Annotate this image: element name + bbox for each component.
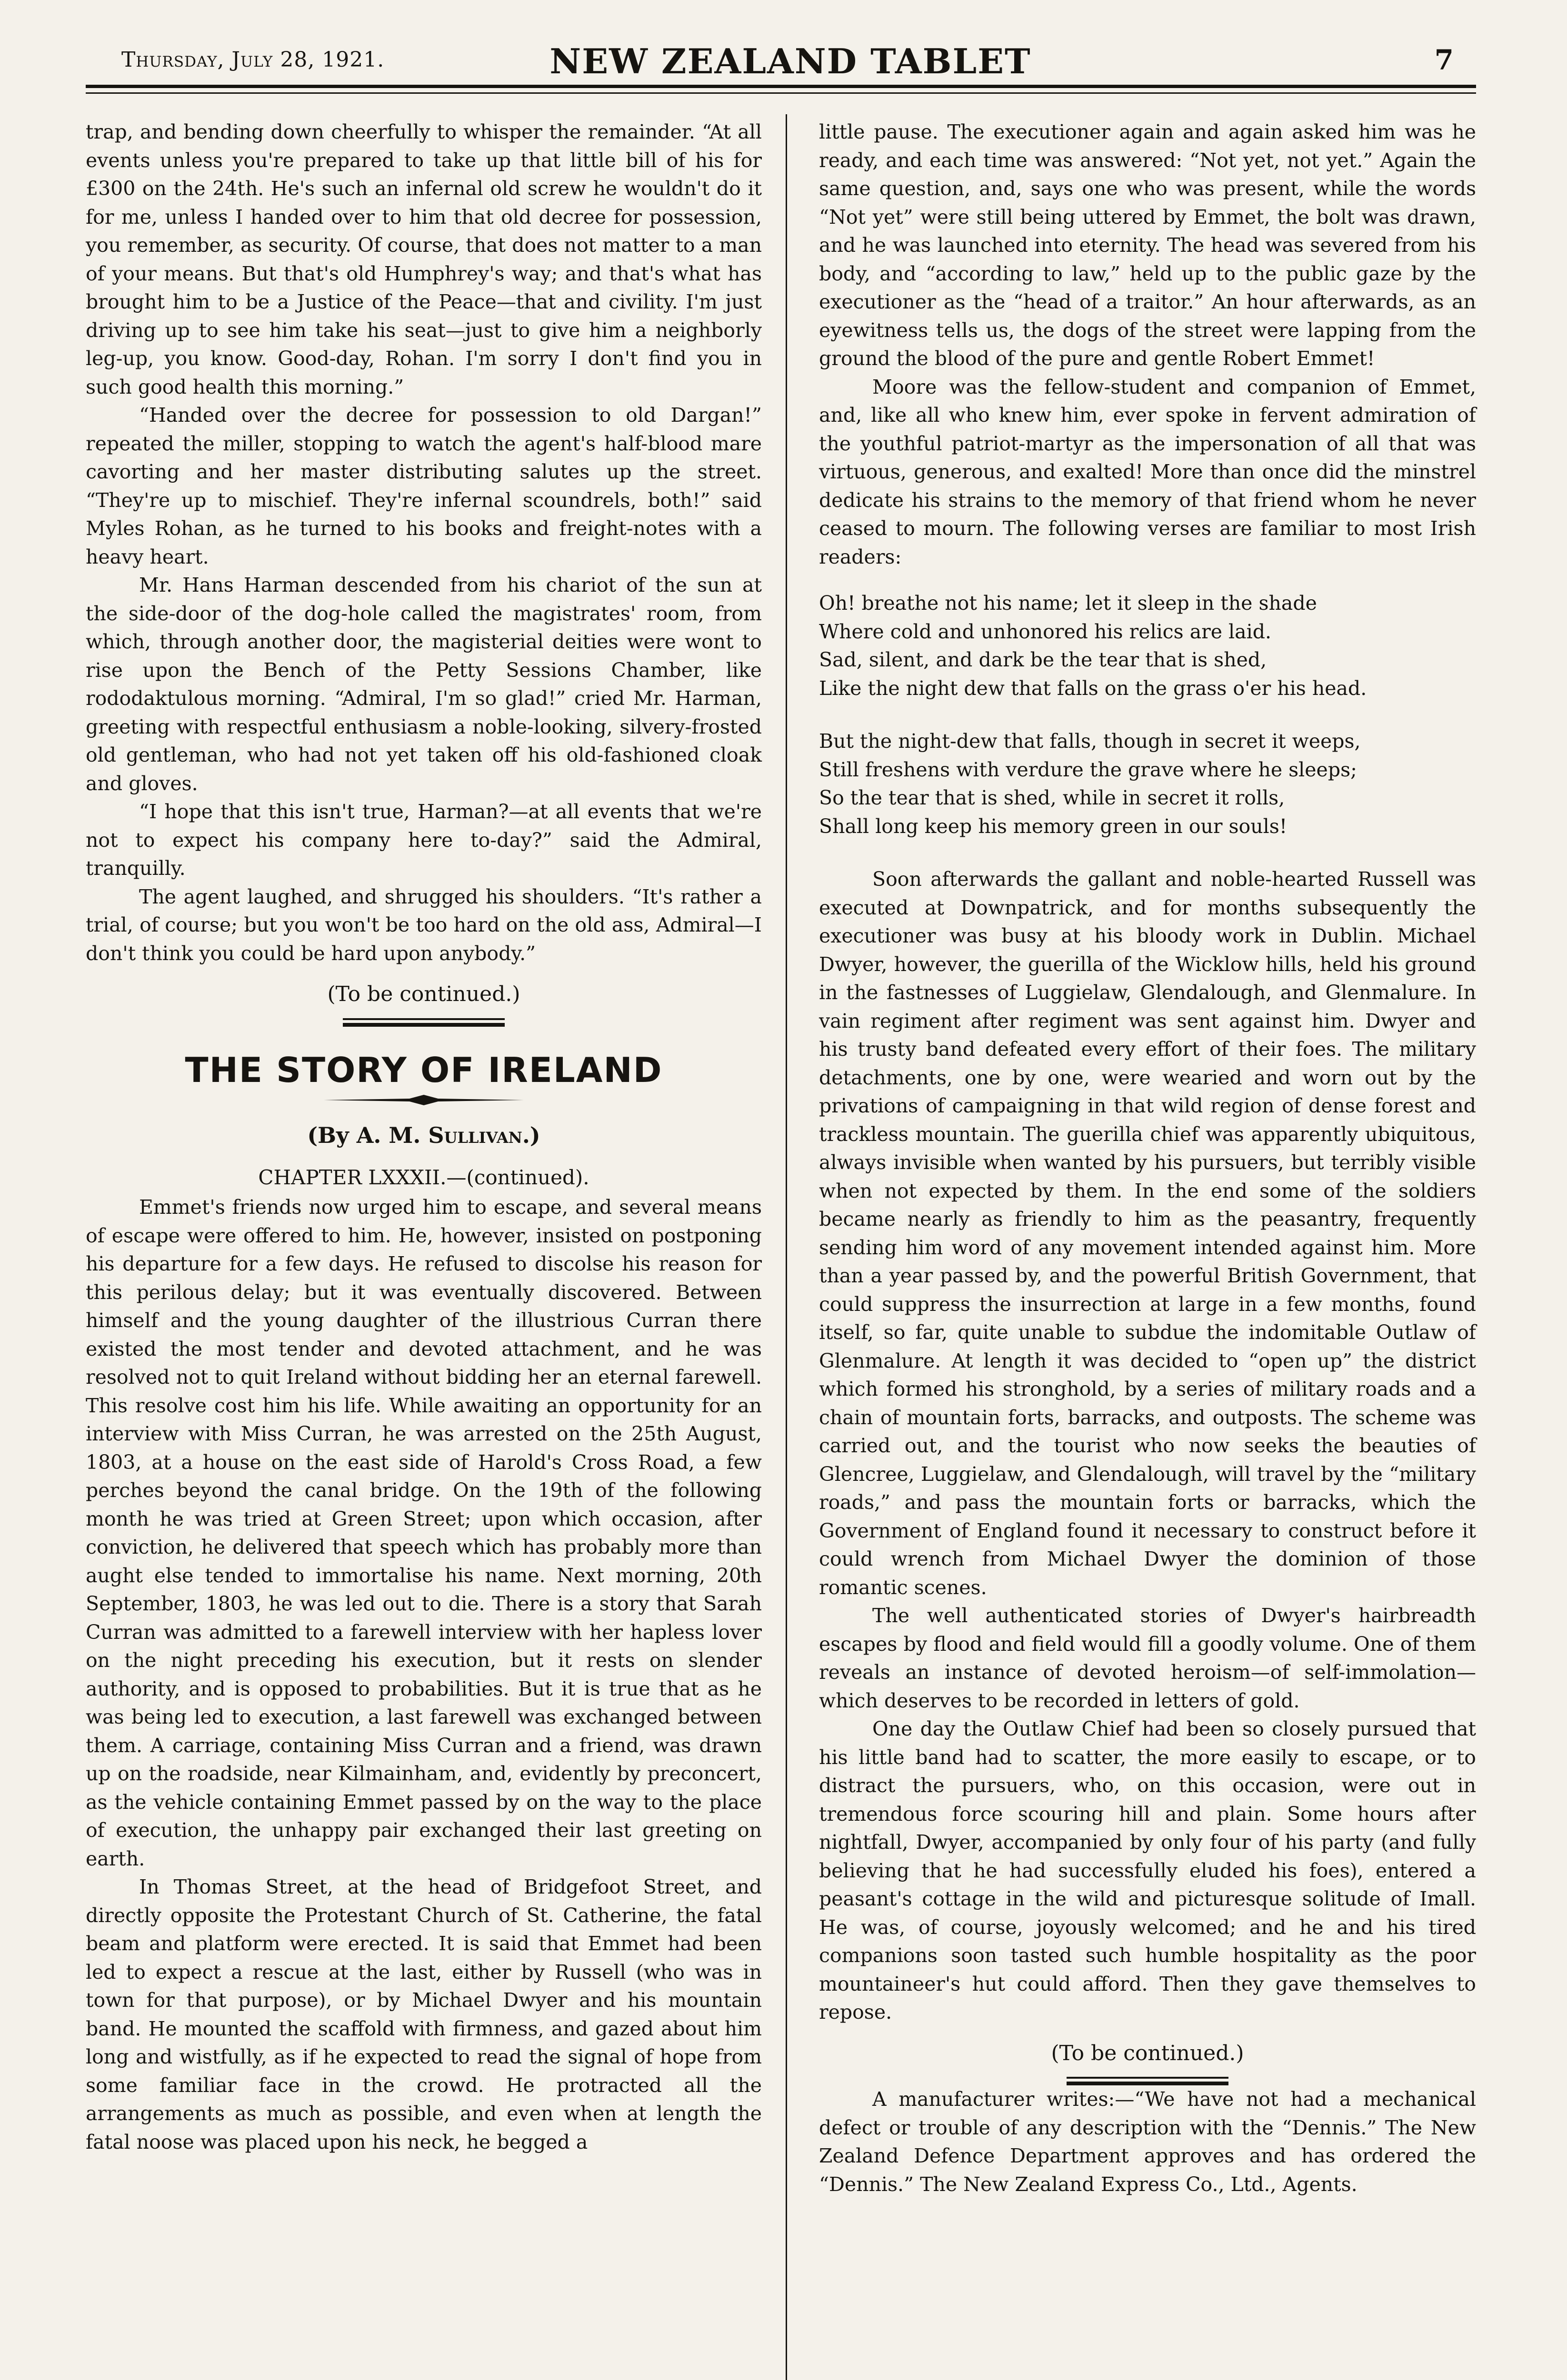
title-ornament-icon xyxy=(324,1093,524,1107)
issue-date: Thursday, July 28, 1921. xyxy=(121,48,385,72)
serial-paragraph: trap, and bending down cheerfully to whisper the remainder. “At all events unless you're prepared to take up that little bill of his for £300 on the 24th. He's such an infernal old screw he wouldn't do it for me, unless I handed over to him that old decree for possession, you remember, as security. Of course, that does not matter to a man of your means. But that's old Humphrey's way; and that's what has brought him to be a Justice of the Peace—that and civility. I'm just driving up to see him take his seat—just to give him a neighborly leg-up, you know. Good-day, Rohan. I'm sorry I don't find you in such good health this morning.” xyxy=(86,120,762,398)
to-be-continued: (To be continued.) xyxy=(1051,2041,1244,2065)
story-paragraph: One day the Outlaw Chief had been so closely pursued that his little band had to scatter, the more easily to escape, or to distract the pursuers, who, on this occasion, were out in tremendous force scouring hill and plain. Some hours after nightfall, Dwyer, accompanied by only four of his party (and fully believing that he had successfully eluded his foes), entered a peasant's cottage in the wild and picturesque solitude of Imall. He was, of course, joyously welcomed; and he and his tired companions soon tasted such humble hospitality as the poor mountaineer's hut could afford. Then they gave themselves to repose. xyxy=(819,1717,1476,2023)
story-paragraph: In Thomas Street, at the head of Bridgefoot Street, and directly opposite the Protestant Church of St. Catherine, the fatal beam and platform were erected. It is said that Emmet had been led to expect a rescue at the last, either by Russell (who was in town for that purpose), or by Michael Dwyer and his mountain band. He mounted the scaffold with firmness, and gazed about him long and wistfully, as if he expected to read the signal of hope from some familiar face in the crowd. He protracted all the arrangements as much as possible, and even when at length the fatal noose was placed upon his neck, he begged a xyxy=(86,1875,762,2153)
left-column xyxy=(86,118,762,2156)
notice-paragraph: A manufacturer writes:—“We have not had a mechanical defect or trouble of any description with the “Dennis.” The New Zealand Defence Department approves and has ordered the “Dennis.” The New Zealand Express Co., Ltd., Agents. xyxy=(819,2088,1476,2196)
verse-line: Where cold and unhonored his relics are laid. xyxy=(819,620,1272,643)
header-rule-thin xyxy=(86,92,1476,94)
story-paragraph: The well authenticated stories of Dwyer's hairbreadth escapes by flood and field would fill a goodly volume. One of them reveals an instance of devoted heroism—of self-immolation—which deserves to be recorded in letters of gold. xyxy=(819,1604,1476,1712)
column-divider xyxy=(786,114,787,2380)
right-column xyxy=(819,118,1476,2199)
verse-line: Like the night dew that falls on the grass o'er his head. xyxy=(819,676,1367,700)
section-rule xyxy=(343,1018,505,1027)
serial-paragraph: Mr. Hans Harman descended from his chariot of the sun at the side-door of the dog-hole called the magistrates' room, from which, through another door, the magisterial deities were wont to rise upon the Bench of the Petty Sessions Chamber, like rododaktulous morning. “Admiral, I'm so glad!” cried Mr. Harman, greeting with respectful enthusiasm a noble-looking, silvery-frosted old gentleman, who had not yet taken off his old-fashioned cloak and gloves. xyxy=(86,574,762,795)
story-paragraph: Soon afterwards the gallant and noble-hearted Russell was executed at Downpatrick, and for months subsequently the executioner was busy at his bloody work in Dublin. Michael Dwyer, however, the guerilla of the Wicklow hills, held his ground in the fastnesses of Luggielaw, Glendalough, and Glenmalure. In vain regiment after regiment was sent against him. Dwyer and his trusty band defeated every effort of their foes. The military detachments, one by one, were wearied and worn out by the privations of campaigning in that wild region of dense forest and trackless mountain. The guerilla chief was apparently ubiquitous, always invisible when wanted by his pursuers, but terribly visible when not expected by them. In the end some of the soldiers became nearly as friendly to him as the peasantry, frequently sending him word of any movement intended against him. More than a year passed by, and the powerful British Government, that could suppress the insurrection at large in a few months, found itself, so far, quite unable to subdue the indomitable Outlaw of Glenmalure. At length it was decided to “open up” the district which formed his stronghold, by a series of military roads and a chain of mountain forts, barracks, and outposts. The scheme was carried out, and the tourist who now seeks the beauties of Glencree, Luggielaw, and Glendalough, will travel by the “military roads,” and pass the mountain forts or barracks, which the Government of England found it necessary to construct before it could wrench from Michael Dwyer the dominion of those romantic scenes. xyxy=(819,868,1476,1599)
story-paragraph: Emmet's friends now urged him to escape, and several means of escape were offered to him. He, however, insisted on postponing his departure for a few days. He refused to discolse his reason for this perilous delay; but it was eventually discovered. Between himself and the young daughter of the illustrious Curran there existed the most tender and devoted attachment, and he was resolved not to quit Ireland without bidding her an eternal farewell. This resolve cost him his life. While awaiting an opportunity for an interview with Miss Curran, he was arrested on the 25th August, 1803, at a house on the east side of Harold's Cross Road, a few perches beyond the canal bridge. On the 19th of the following month he was tried at Green Street; upon which occasion, after conviction, he delivered that speech which has probably more than aught else tended to immortalise his name. Next morning, 20th September, 1803, he was led out to die. There is a story that Sarah Curran was admitted to a farewell interview with her hapless lover on the night preceding his execution, but it rests on slender authority, and is opposed to probabilities. But it is true that as he was being led to execution, a last farewell was exchanged between them. A carriage, containing Miss Curran and a friend, was drawn up on the roadside, near Kilmainham, and, evidently by preconcert, as the vehicle containing Emmet passed by on the way to the place of execution, the unhappy pair exchanged their last greeting on earth. xyxy=(86,1196,762,1870)
story-title: THE STORY OF IRELAND xyxy=(185,1050,663,1090)
serial-paragraph: “Handed over the decree for possession to old Dargan!” repeated the miller, stopping to watch the agent's half-blood mare cavorting and her master distributing salutes up the street. “They're up to mischief. They're infernal scoundrels, both!” said Myles Rohan, as he turned to his books and freight-notes with a heavy heart. xyxy=(86,404,762,568)
byline xyxy=(86,1121,762,1150)
verse-stanza xyxy=(819,727,1476,841)
serial-paragraph: The agent laughed, and shrugged his shoulders. “It's rather a trial, of course; but you won't be too hard on the old ass, Admiral—I don't think you could be hard upon anybody.” xyxy=(86,885,762,965)
byline-prefix: (By A. M. xyxy=(307,1122,421,1148)
verse-line: So the tear that is shed, while in secret it rolls, xyxy=(819,786,1285,809)
verse-line: Shall long keep his memory green in our souls! xyxy=(819,814,1288,838)
verse-line: But the night-dew that falls, though in secret it weeps, xyxy=(819,730,1361,753)
to-be-continued: (To be continued.) xyxy=(327,982,520,1006)
verse-stanza xyxy=(819,589,1476,703)
chapter-heading: CHAPTER LXXXII.—(continued). xyxy=(258,1165,589,1189)
page-header xyxy=(121,37,1459,80)
byline-author: Sullivan.) xyxy=(428,1122,540,1148)
verse xyxy=(819,589,1476,841)
story-paragraph: Moore was the fellow-student and companion of Emmet, and, like all who knew him, ever spoke in fervent admiration of the youthful patriot-martyr as the impersonation of all that was virtuous, generous, and exalted! More than once did the minstrel dedicate his strains to the memory of that friend whom he never ceased to mourn. The following verses are familiar to most Irish readers: xyxy=(819,375,1476,568)
serial-paragraph: “I hope that this isn't true, Harman?—at all events that we're not to expect his company here to-day?” said the Admiral, tranquilly. xyxy=(86,800,762,880)
masthead-title: NEW ZEALAND TABLET xyxy=(549,41,1031,81)
verse-line: Sad, silent, and dark be the tear that is shed, xyxy=(819,648,1267,671)
story-paragraph: little pause. The executioner again and again asked him was he ready, and each time was answered: “Not yet, not yet.” Again the same question, and, says one who was present, while the words “Not yet” were still being uttered by Emmet, the bolt was drawn, and he was launched into eternity. The head was severed from his body, and “according to law,” held up to the public gaze by the executioner as the “head of a traitor.” An hour afterwards, as an eyewitness tells us, the dogs of the street were lapping from the ground the blood of the pure and gentle Robert Emmet! xyxy=(819,120,1476,370)
header-rule xyxy=(86,85,1476,88)
section-rule xyxy=(1067,2077,1228,2085)
verse-line: Still freshens with verdure the grave where he sleeps; xyxy=(819,758,1357,781)
page-number: 7 xyxy=(1434,44,1454,76)
verse-line: Oh! breathe not his name; let it sleep in the shade xyxy=(819,592,1317,615)
